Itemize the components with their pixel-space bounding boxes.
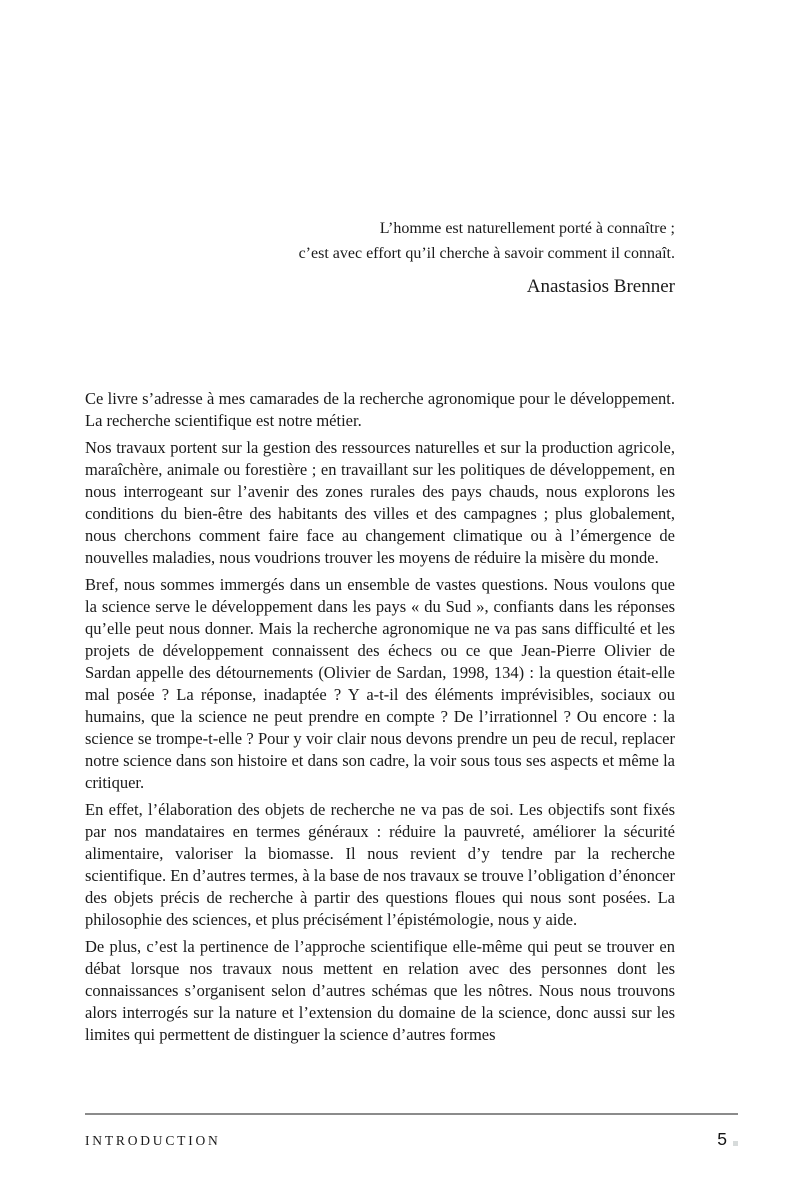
body-paragraph-1: Ce livre s’adresse à mes camarades de la recherche agronomique pour le développement. La recherche scientifique est notre métier. <box>85 389 675 430</box>
epigraph <box>85 0 675 300</box>
epigraph-line-2: c’est avec effort qu’il cherche à savoir comment il connaît. <box>298 245 675 262</box>
page-content <box>85 0 675 1051</box>
page-footer <box>85 1113 738 1149</box>
footer-row <box>85 1130 738 1149</box>
body-paragraph-3: Bref, nous sommes immergés dans un ensemble de vastes questions. Nous voulons que la science serve le développement dans les pays « du Sud », confiants dans les réponses qu’elle peut nous donner. Mais la recherche agronomique ne va pas sans difficulté et les projets de développement connaissent des échecs ou ce que Jean-Pierre Olivier de Sardan appelle des détournements (Olivier de Sardan, 1998, 134) : la question était-elle mal posée ? La réponse, inadaptée ? Y a-t-il des éléments imprévisibles, sociaux ou humains, que la science ne peut prendre en compte ? De l’irrationnel ? Ou encore : la science se trompe-t-elle ? Pour y voir clair nous devons prendre un peu de recul, replacer notre science dans son histoire et dans son cadre, la voir sous tous ses aspects et même la critiquer. <box>85 575 675 792</box>
body-paragraph-4: En effet, l’élaboration des objets de recherche ne va pas de soi. Les objectifs sont fixés par nos mandataires en termes généraux : réduire la pauvreté, améliorer la sécurité alimentaire, valoriser la biomasse. Il nous revient d’y tendre par la recherche scientifique. En d’autres termes, à la base de nos travaux se trouve l’obligation d’énoncer des objets précis de recherche à partir des questions floues qui nous sont posées. La philosophie des sciences, et plus précisément l’épistémologie, nous y aide. <box>85 800 675 929</box>
folio-square-marker <box>733 1141 738 1146</box>
body-paragraph-5: De plus, c’est la pertinence de l’approche scientifique elle-même qui peut se trouver en débat lorsque nos travaux nous mettent en relation avec des personnes dont les connaissances s’organisent selon d’autres schémas que les nôtres. Nous nous trouvons alors interrogés sur la nature et l’extension du domaine de la science, donc aussi sur les limites qui permettent de distinguer la science d’autres formes <box>85 937 675 1044</box>
epigraph-attribution: Anastasios Brenner <box>526 276 675 297</box>
folio <box>717 1130 738 1148</box>
body-text <box>85 388 675 1046</box>
page-number: 5 <box>717 1129 727 1149</box>
epigraph-line-1: L’homme est naturellement porté à connaître ; <box>379 220 675 237</box>
running-title: INTRODUCTION <box>85 1133 221 1148</box>
body-paragraph-2: Nos travaux portent sur la gestion des ressources naturelles et sur la production agricole, maraîchère, animale ou forestière ; en travaillant sur les politiques de développement, en nous interrogeant sur l’avenir des zones rurales des pays chauds, nous explorons les conditions du bien-être des habitants des villes et des campagnes ; plus globalement, nous cherchons comment faire face au changement climatique ou à l’émergence de nouvelles maladies, nous voudrions trouver les moyens de réduire la misère du monde. <box>85 438 675 567</box>
footer-rule <box>85 1113 738 1115</box>
